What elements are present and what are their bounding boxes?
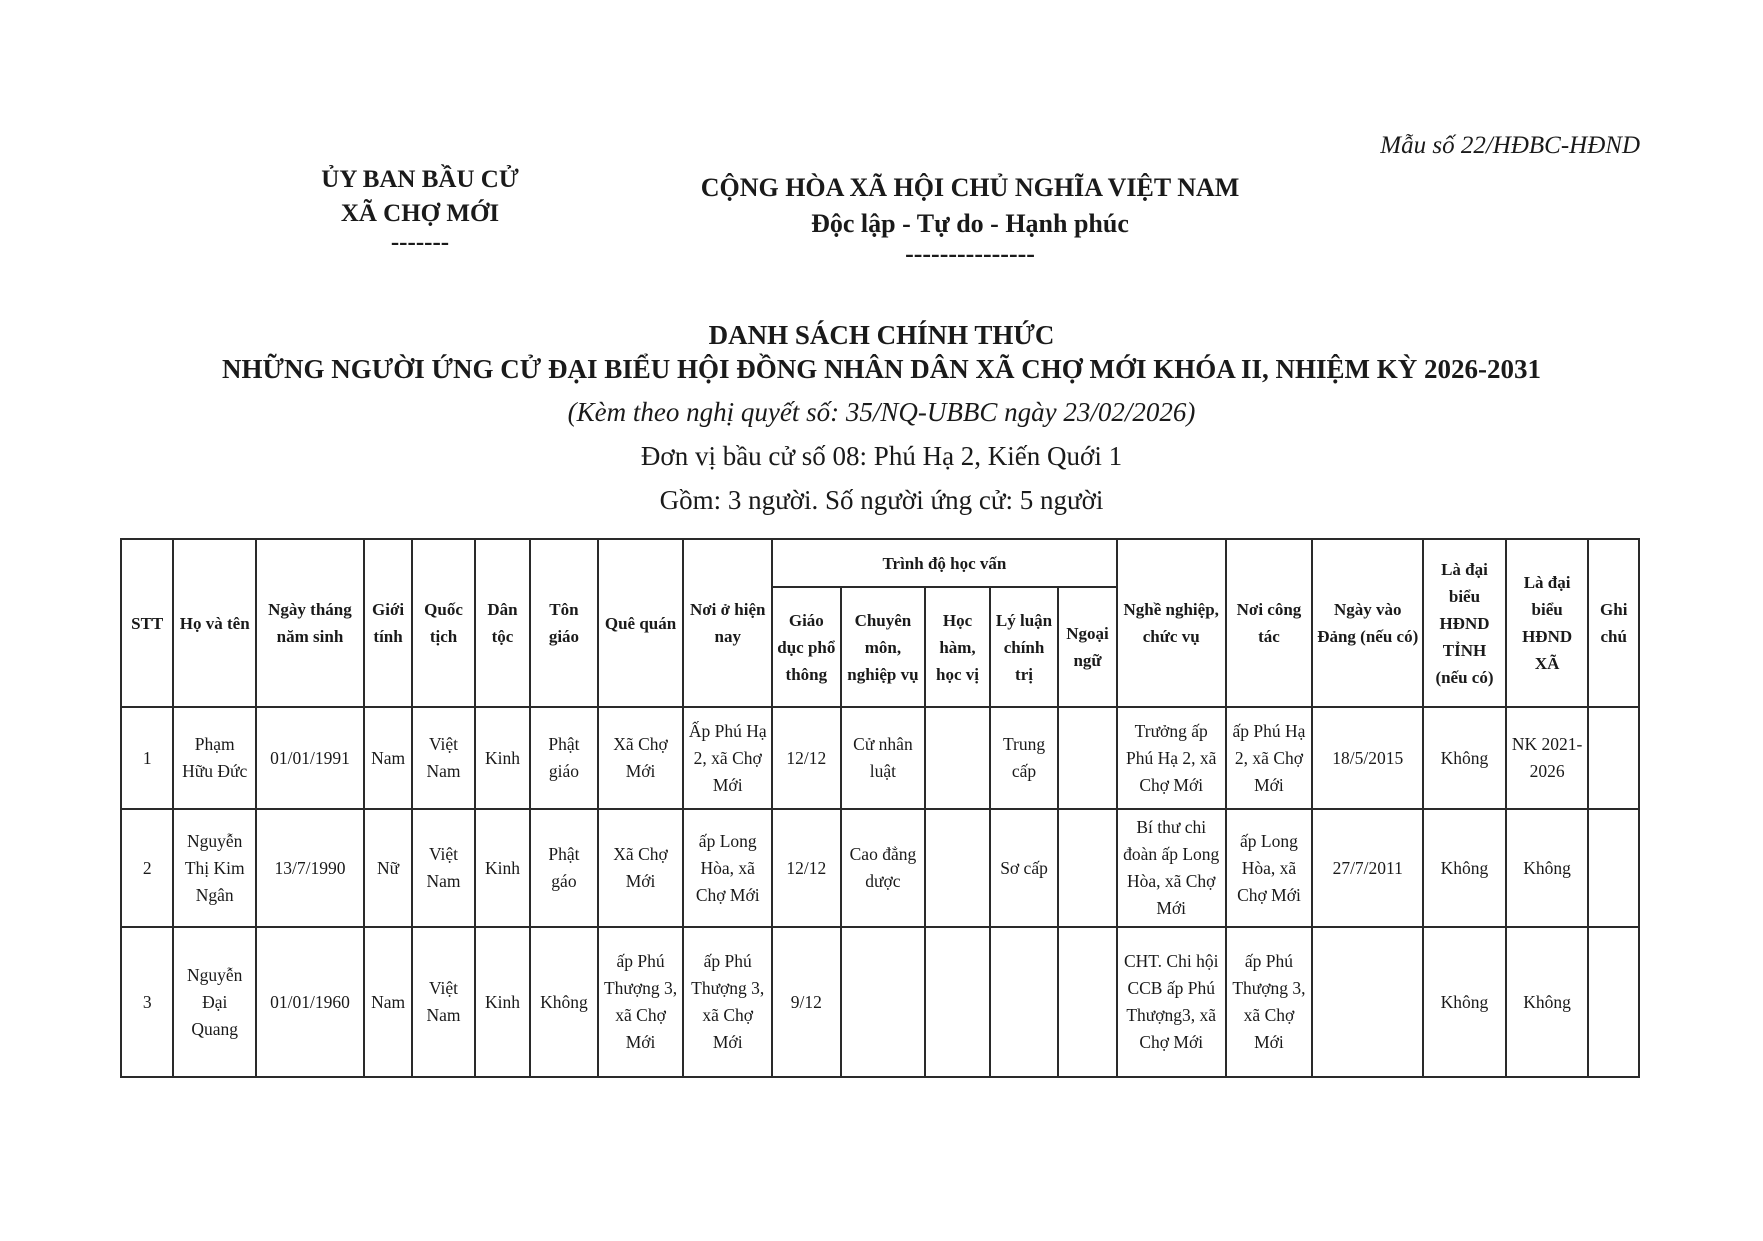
header-education-group: Trình độ học vấn: [772, 539, 1117, 587]
nation-motto: Độc lập - Tự do - Hạnh phúc: [811, 209, 1129, 238]
cell-commune-delegate: NK 2021-2026: [1506, 707, 1589, 809]
cell-ethnicity: Kinh: [475, 707, 530, 809]
header-name: Họ và tên: [173, 539, 256, 707]
cell-language: [1058, 927, 1117, 1077]
header-academic: Học hàm, học vị: [925, 587, 990, 707]
header-occupation: Nghề nghiệp, chức vụ: [1117, 539, 1226, 707]
cell-occupation: Trưởng ấp Phú Hạ 2, xã Chợ Mới: [1117, 707, 1226, 809]
table-row: [121, 809, 1639, 927]
header-political: Lý luận chính trị: [990, 587, 1059, 707]
header-stt: STT: [121, 539, 173, 707]
cell-religion: Không: [530, 927, 598, 1077]
cell-dob: 01/01/1960: [256, 927, 364, 1077]
cell-stt: 3: [121, 927, 173, 1077]
cell-residence: Ấp Phú Hạ 2, xã Chợ Mới: [683, 707, 772, 809]
cell-language: [1058, 809, 1117, 927]
cell-commune-delegate: Không: [1506, 927, 1589, 1077]
header-provincial-delegate: Là đại biểu HĐND TỈNH (nếu có): [1423, 539, 1506, 707]
electoral-unit: Đơn vị bầu cử số 08: Phú Hạ 2, Kiến Quới 1: [640, 441, 1123, 471]
national-heading: [620, 170, 1320, 266]
nation-divider: ---------------: [905, 239, 1035, 268]
cell-nationality: Việt Nam: [412, 809, 474, 927]
cell-language: [1058, 707, 1117, 809]
header-residence: Nơi ở hiện nay: [683, 539, 772, 707]
cell-hometown: Xã Chợ Mới: [598, 809, 684, 927]
org-name-line1: ỦY BAN BẦU CỬ: [321, 166, 519, 193]
cell-gender: Nam: [364, 707, 412, 809]
cell-provincial-delegate: Không: [1423, 927, 1506, 1077]
cell-hometown: Xã Chợ Mới: [598, 707, 684, 809]
cell-residence: ấp Phú Thượng 3, xã Chợ Mới: [683, 927, 772, 1077]
table-row: [121, 927, 1639, 1077]
cell-name: Nguyễn Thị Kim Ngân: [173, 809, 256, 927]
header-general-education: Giáo dục phổ thông: [772, 587, 841, 707]
cell-provincial-delegate: Không: [1423, 707, 1506, 809]
cell-general-ed: 12/12: [772, 809, 841, 927]
cell-nationality: Việt Nam: [412, 707, 474, 809]
cell-dob: 13/7/1990: [256, 809, 364, 927]
cell-occupation: Bí thư chi đoàn ấp Long Hòa, xã Chợ Mới: [1117, 809, 1226, 927]
cell-party-date: 18/5/2015: [1312, 707, 1423, 809]
title-line2: NHỮNG NGƯỜI ỨNG CỬ ĐẠI BIỂU HỘI ĐỒNG NHÂN DÂN XÃ CHỢ MỚI KHÓA II, NHIỆM KỲ 2026-2031: [221, 354, 1541, 384]
cell-dob: 01/01/1991: [256, 707, 364, 809]
cell-workplace: ấp Long Hòa, xã Chợ Mới: [1226, 809, 1313, 927]
header-hometown: Quê quán: [598, 539, 684, 707]
table-row: [121, 707, 1639, 809]
cell-general-ed: 9/12: [772, 927, 841, 1077]
header-dob: Ngày tháng năm sinh: [256, 539, 364, 707]
cell-note: [1588, 707, 1639, 809]
cell-religion: Phật giáo: [530, 707, 598, 809]
cell-political: Trung cấp: [990, 707, 1059, 809]
cell-academic: [925, 707, 990, 809]
cell-workplace: ấp Phú Hạ 2, xã Chợ Mới: [1226, 707, 1313, 809]
title-line1: DANH SÁCH CHÍNH THỨC: [708, 320, 1055, 350]
header-party-date: Ngày vào Đảng (nếu có): [1312, 539, 1423, 707]
org-divider: -------: [390, 229, 450, 256]
candidate-table: [120, 538, 1640, 1078]
cell-provincial-delegate: Không: [1423, 809, 1506, 927]
candidate-rows: [121, 707, 1639, 1077]
cell-party-date: 27/7/2011: [1312, 809, 1423, 927]
cell-workplace: ấp Phú Thượng 3, xã Chợ Mới: [1226, 927, 1313, 1077]
cell-stt: 1: [121, 707, 173, 809]
header-language: Ngoại ngữ: [1058, 587, 1117, 707]
cell-commune-delegate: Không: [1506, 809, 1589, 927]
header-professional: Chuyên môn, nghiệp vụ: [841, 587, 926, 707]
header-nationality: Quốc tịch: [412, 539, 474, 707]
cell-religion: Phật gáo: [530, 809, 598, 927]
form-number: Mẫu số 22/HĐBC-HĐND: [1380, 132, 1640, 159]
cell-professional: Cử nhân luật: [841, 707, 926, 809]
cell-professional: [841, 927, 926, 1077]
cell-name: Nguyễn Đại Quang: [173, 927, 256, 1077]
attachment-note: (Kèm theo nghị quyết số: 35/NQ-UBBC ngày 23/02/2026): [567, 397, 1196, 427]
cell-residence: ấp Long Hòa, xã Chợ Mới: [683, 809, 772, 927]
cell-professional: Cao đẳng dược: [841, 809, 926, 927]
cell-academic: [925, 927, 990, 1077]
cell-academic: [925, 809, 990, 927]
header-note: Ghi chú: [1588, 539, 1639, 707]
candidate-count: Gồm: 3 người. Số người ứng cử: 5 người: [659, 485, 1104, 515]
cell-gender: Nữ: [364, 809, 412, 927]
cell-hometown: ấp Phú Thượng 3, xã Chợ Mới: [598, 927, 684, 1077]
header-commune-delegate: Là đại biểu HĐND XÃ: [1506, 539, 1589, 707]
cell-note: [1588, 809, 1639, 927]
nation-name: CỘNG HÒA XÃ HỘI CHỦ NGHĨA VIỆT NAM: [700, 173, 1240, 202]
cell-ethnicity: Kinh: [475, 927, 530, 1077]
cell-occupation: CHT. Chi hội CCB ấp Phú Thượng3, xã Chợ Mới: [1117, 927, 1226, 1077]
cell-political: [990, 927, 1059, 1077]
cell-nationality: Việt Nam: [412, 927, 474, 1077]
issuing-organization: [230, 163, 610, 255]
document-title: [0, 318, 1763, 522]
header-workplace: Nơi công tác: [1226, 539, 1313, 707]
cell-name: Phạm Hữu Đức: [173, 707, 256, 809]
header-religion: Tôn giáo: [530, 539, 598, 707]
header-gender: Giới tính: [364, 539, 412, 707]
cell-ethnicity: Kinh: [475, 809, 530, 927]
cell-party-date: [1312, 927, 1423, 1077]
cell-note: [1588, 927, 1639, 1077]
header-ethnicity: Dân tộc: [475, 539, 530, 707]
cell-stt: 2: [121, 809, 173, 927]
cell-gender: Nam: [364, 927, 412, 1077]
cell-political: Sơ cấp: [990, 809, 1059, 927]
cell-general-ed: 12/12: [772, 707, 841, 809]
org-name-line2: XÃ CHỢ MỚI: [340, 200, 500, 227]
